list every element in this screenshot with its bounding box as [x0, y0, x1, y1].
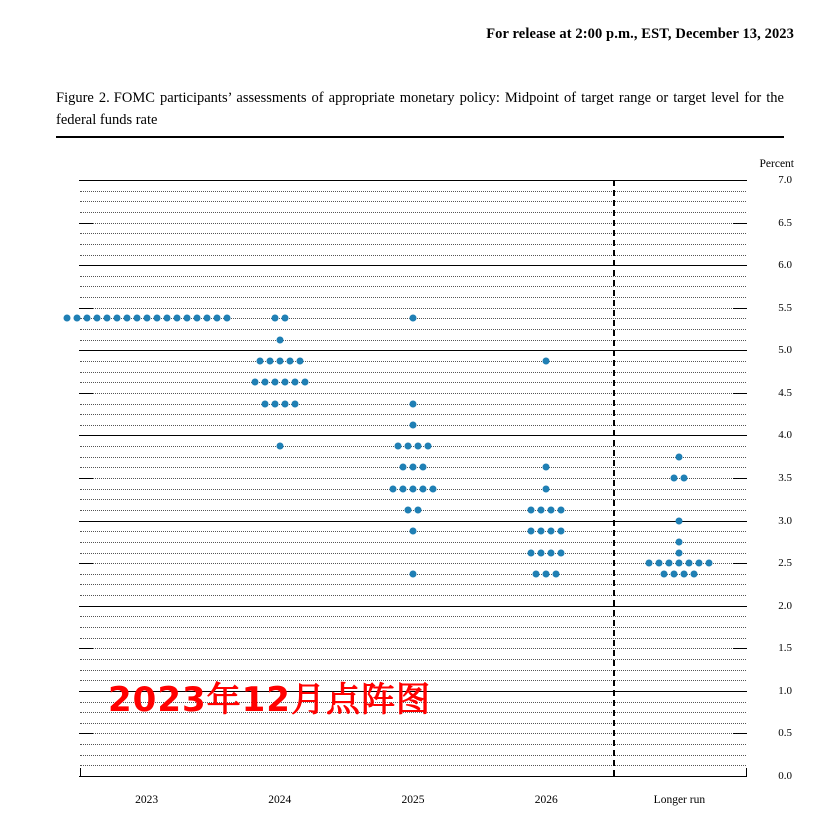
y-axis-tick-label: 0.5 [778, 727, 792, 740]
x-axis-right-cap [746, 768, 747, 776]
y-tick-left [79, 265, 93, 266]
y-tick-right [733, 350, 747, 351]
y-axis-tick-label: 3.0 [778, 514, 792, 527]
y-tick-right [733, 691, 747, 692]
x-axis-tick-label: 2026 [534, 794, 558, 806]
gridline-minor [80, 212, 746, 213]
dot-marker [203, 315, 210, 322]
gridline-minor [80, 414, 746, 415]
dot-marker [395, 443, 402, 450]
dot-marker [296, 357, 303, 364]
gridline-minor [80, 755, 746, 756]
y-axis-tick-label: 1.0 [778, 684, 792, 697]
x-axis-left-cap [80, 768, 81, 776]
y-tick-right [733, 223, 747, 224]
y-tick-left [79, 521, 93, 522]
gridline-major [80, 180, 746, 181]
dot-marker [656, 560, 663, 567]
gridline-minor [80, 457, 746, 458]
gridline-major [80, 521, 746, 522]
dot-marker [548, 528, 555, 535]
dot-marker [686, 560, 693, 567]
y-axis-tick-label: 5.0 [778, 344, 792, 357]
gridline-minor [80, 478, 746, 479]
y-tick-left [79, 606, 93, 607]
dot-marker [281, 379, 288, 386]
dot-marker [410, 528, 417, 535]
gridline-major [80, 606, 746, 607]
y-tick-left [79, 350, 93, 351]
dot-marker [400, 485, 407, 492]
dot-marker [415, 443, 422, 450]
dot-marker [410, 464, 417, 471]
dot-marker [153, 315, 160, 322]
y-tick-right [733, 478, 747, 479]
gridline-minor [80, 223, 746, 224]
gridline-minor [80, 659, 746, 660]
y-tick-right [733, 563, 747, 564]
gridline-minor [80, 286, 746, 287]
dot-marker [558, 506, 565, 513]
y-tick-left [79, 308, 93, 309]
dot-marker [73, 315, 80, 322]
x-axis-tick-label: 2025 [401, 794, 425, 806]
gridline-major [80, 265, 746, 266]
y-tick-left [79, 563, 93, 564]
gridline-minor [80, 648, 746, 649]
dot-marker [646, 560, 653, 567]
watermark-text: 2023年12月点阵图 [108, 680, 431, 720]
figure-caption-text: FOMC participants’ assessments of appropriate monetary policy: Midpoint of target range or target level for the federal funds rate [56, 90, 784, 128]
gridline-minor [80, 499, 746, 500]
y-tick-right [733, 180, 747, 181]
dot-marker [281, 400, 288, 407]
gridline-minor [80, 723, 746, 724]
dot-marker [301, 379, 308, 386]
gridline-minor [80, 765, 746, 766]
y-tick-left [79, 648, 93, 649]
gridline-minor [80, 297, 746, 298]
gridline-minor [80, 244, 746, 245]
dot-marker [671, 475, 678, 482]
y-axis-tick-label: 5.5 [778, 301, 792, 314]
dot-marker [276, 443, 283, 450]
gridline-major [80, 350, 746, 351]
gridline-minor [80, 191, 746, 192]
dot-marker [266, 357, 273, 364]
dot-marker [271, 315, 278, 322]
gridline-minor [80, 733, 746, 734]
gridline-minor [80, 340, 746, 341]
release-statement: For release at 2:00 p.m., EST, December 13, 2023 [486, 26, 794, 42]
dot-marker [543, 357, 550, 364]
y-axis-tick-label: 4.5 [778, 386, 792, 399]
y-axis-tick-label: 2.0 [778, 599, 792, 612]
y-tick-left [79, 733, 93, 734]
y-tick-right [733, 733, 747, 734]
gridline-minor [80, 744, 746, 745]
y-tick-right [733, 308, 747, 309]
dot-marker [410, 570, 417, 577]
dot-marker [173, 315, 180, 322]
y-axis-tick-label: 7.0 [778, 174, 792, 186]
dot-marker [528, 506, 535, 513]
y-tick-left [79, 223, 93, 224]
gridline-minor [80, 446, 746, 447]
y-axis-tick-label: 4.0 [778, 429, 792, 442]
gridline-minor [80, 329, 746, 330]
dot-marker [691, 570, 698, 577]
y-axis-tick-label: 3.5 [778, 472, 792, 484]
gridline-minor [80, 510, 746, 511]
dot-marker [415, 506, 422, 513]
dot-marker [261, 400, 268, 407]
dot-marker [558, 549, 565, 556]
dot-marker [543, 570, 550, 577]
gridline-minor [80, 638, 746, 639]
dot-marker [420, 485, 427, 492]
dot-marker [543, 485, 550, 492]
y-tick-left [79, 180, 93, 181]
gridline-minor [80, 670, 746, 671]
dot-marker [696, 560, 703, 567]
dot-marker [410, 315, 417, 322]
x-axis-tick-label: 2024 [268, 794, 292, 806]
gridline-minor [80, 308, 746, 309]
gridline-minor [80, 584, 746, 585]
gridline-minor [80, 201, 746, 202]
figure-number: Figure 2. [56, 90, 110, 106]
dot-marker [410, 400, 417, 407]
y-axis-tick-label: 1.5 [778, 642, 792, 655]
dot-marker [291, 400, 298, 407]
y-tick-left [79, 691, 93, 692]
y-tick-right [733, 393, 747, 394]
dot-marker [528, 549, 535, 556]
dot-marker [286, 357, 293, 364]
longer-run-divider [613, 180, 615, 776]
dot-marker [671, 570, 678, 577]
dot-marker [681, 475, 688, 482]
gridline-minor [80, 627, 746, 628]
dot-marker [410, 485, 417, 492]
gridline-minor [80, 255, 746, 256]
x-axis-tick-label: Longer run [653, 794, 706, 806]
dot-marker [193, 315, 200, 322]
dot-marker [676, 538, 683, 545]
dot-marker [163, 315, 170, 322]
y-tick-left [79, 393, 93, 394]
dot-marker [133, 315, 140, 322]
figure-caption [56, 88, 784, 132]
dot-marker [405, 506, 412, 513]
dot-marker [430, 485, 437, 492]
gridline-minor [80, 233, 746, 234]
gridline-minor [80, 616, 746, 617]
gridline-minor [80, 542, 746, 543]
dot-marker [681, 570, 688, 577]
dot-marker [93, 315, 100, 322]
gridline-minor [80, 553, 746, 554]
dot-marker [661, 570, 668, 577]
gridline-minor [80, 595, 746, 596]
gridline-minor [80, 393, 746, 394]
dot-marker [676, 453, 683, 460]
y-axis-tick-label: 2.5 [778, 557, 792, 570]
dot-marker [548, 549, 555, 556]
dot-marker [83, 315, 90, 322]
y-axis-tick-label: 0.0 [778, 770, 792, 782]
dot-marker [400, 464, 407, 471]
dot-marker [676, 549, 683, 556]
y-axis-tick-label: 6.5 [778, 216, 792, 229]
dot-marker [281, 315, 288, 322]
y-tick-right [733, 435, 747, 436]
dot-marker [271, 379, 278, 386]
caption-divider-rule [56, 136, 784, 138]
dot-marker [63, 315, 70, 322]
y-tick-left [79, 478, 93, 479]
y-tick-right [733, 648, 747, 649]
dot-marker [251, 379, 258, 386]
dot-marker [271, 400, 278, 407]
gridline-minor [80, 361, 746, 362]
dot-marker [538, 506, 545, 513]
dot-marker [276, 357, 283, 364]
dot-marker [410, 421, 417, 428]
dot-marker [543, 464, 550, 471]
dot-marker [143, 315, 150, 322]
dot-marker [390, 485, 397, 492]
dot-marker [666, 560, 673, 567]
gridline-minor [80, 382, 746, 383]
y-tick-left [79, 435, 93, 436]
dot-marker [256, 357, 263, 364]
gridline-major [80, 435, 746, 436]
y-axis-tick-label: 6.0 [778, 259, 792, 272]
dot-marker [706, 560, 713, 567]
dot-marker [425, 443, 432, 450]
dot-marker [548, 506, 555, 513]
dot-marker [113, 315, 120, 322]
dot-marker [420, 464, 427, 471]
dot-marker [261, 379, 268, 386]
dot-marker [558, 528, 565, 535]
dot-marker [538, 528, 545, 535]
dot-marker [676, 560, 683, 567]
dot-marker [223, 315, 230, 322]
percent-axis-label: Percent [759, 158, 794, 170]
dot-marker [553, 570, 560, 577]
gridline-minor [80, 276, 746, 277]
dot-marker [183, 315, 190, 322]
y-tick-right [733, 521, 747, 522]
dot-marker [291, 379, 298, 386]
dot-marker [276, 336, 283, 343]
gridline-minor [80, 372, 746, 373]
dot-marker [405, 443, 412, 450]
dot-marker [213, 315, 220, 322]
x-axis-tick-label: 2023 [135, 794, 159, 806]
dot-marker [533, 570, 540, 577]
dot-marker [103, 315, 110, 322]
dot-marker [528, 528, 535, 535]
dot-marker [123, 315, 130, 322]
dot-marker [676, 517, 683, 524]
y-tick-right [733, 606, 747, 607]
x-axis-line [80, 776, 746, 777]
y-tick-right [733, 265, 747, 266]
dot-marker [538, 549, 545, 556]
